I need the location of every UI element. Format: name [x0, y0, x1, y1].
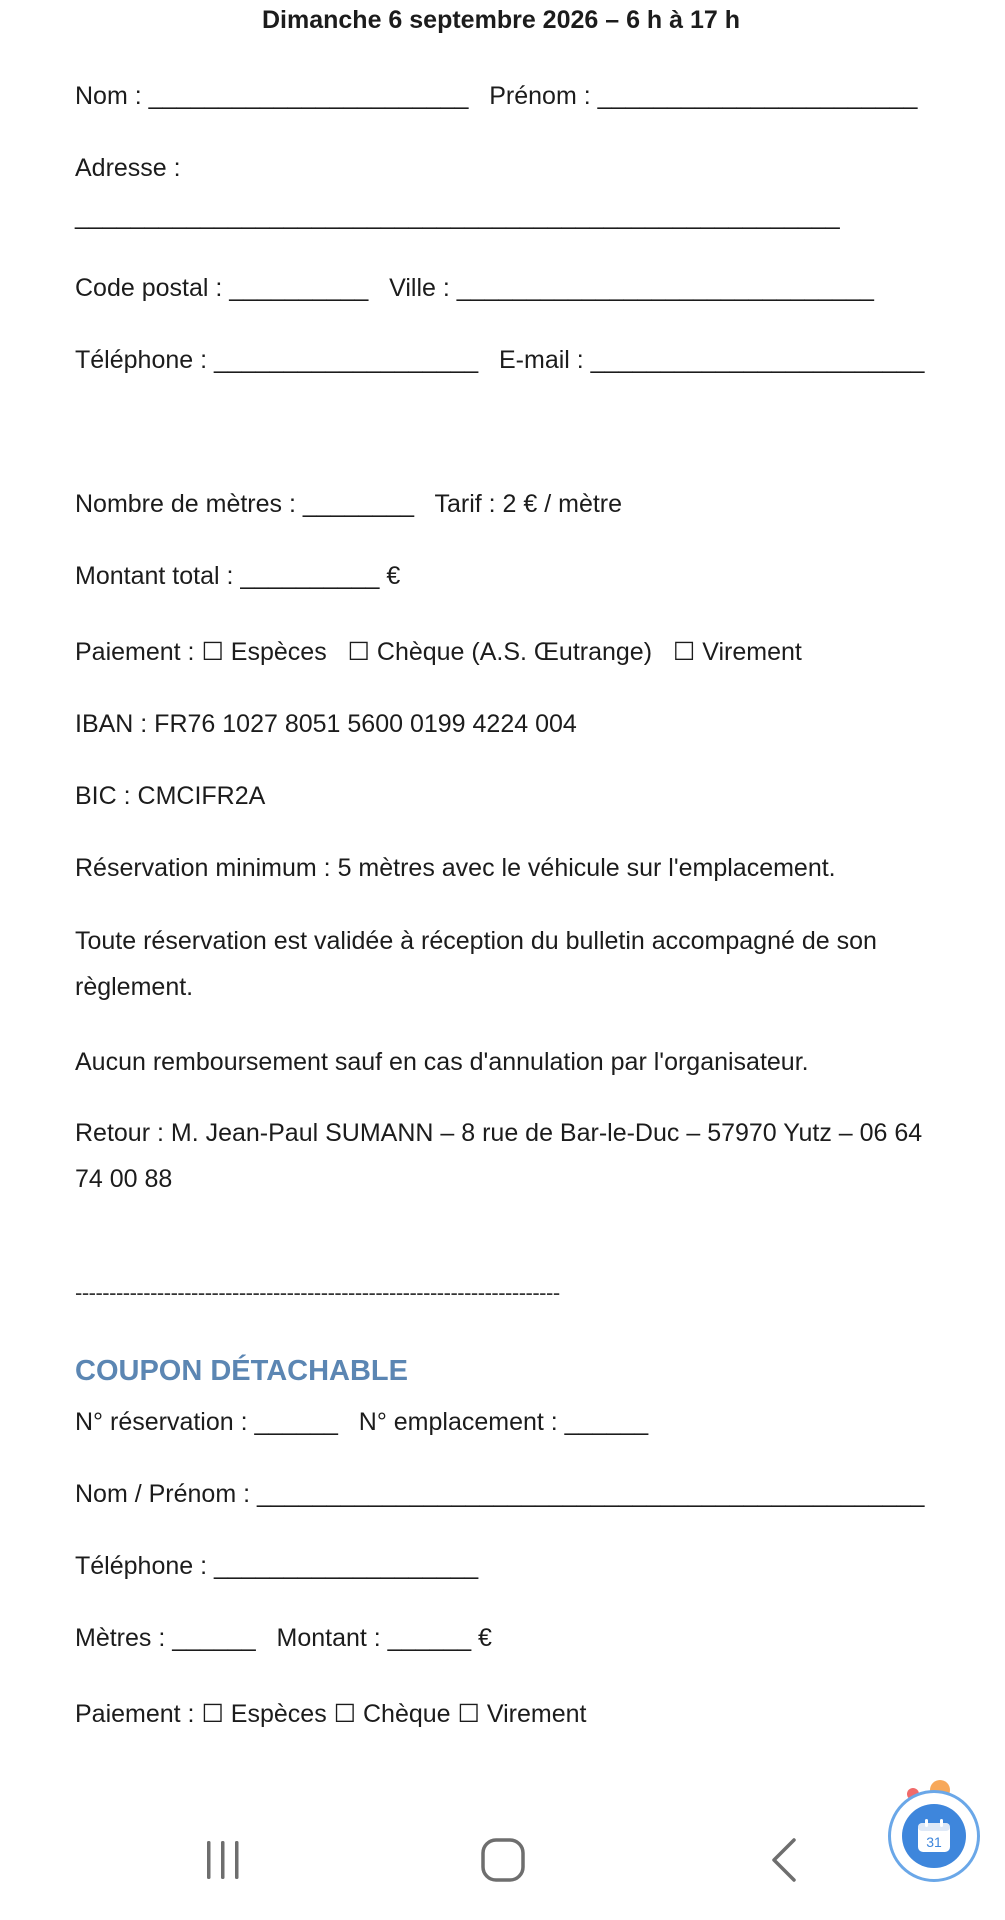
bic-line: BIC : CMCIFR2A: [75, 782, 266, 810]
total-amount-line: Montant total : __________ €: [75, 562, 401, 590]
payment-options-line: Paiement : ☐ Espèces ☐ Chèque (A.S. Œutrange) ☐ Virement: [75, 638, 802, 666]
back-button[interactable]: [740, 1830, 830, 1890]
address-underline: _______________________________________________________: [75, 202, 840, 230]
coupon-meters-amount-line: Mètres : ______ Montant : ______ €: [75, 1624, 492, 1652]
navigation-bar: [0, 1800, 1005, 1920]
postal-city-line: Code postal : __________ Ville : ______________________________: [75, 274, 874, 302]
address-label: Adresse :: [75, 154, 181, 182]
home-button[interactable]: [458, 1830, 548, 1890]
iban-line: IBAN : FR76 1027 8051 5600 0199 4224 004: [75, 710, 577, 738]
back-icon: [760, 1835, 810, 1885]
phone-email-line: Téléphone : ___________________ E-mail : ________________________: [75, 346, 925, 374]
return-address: Retour : M. Jean-Paul SUMANN – 8 rue de Bar-le-Duc – 57970 Yutz – 06 64 74 00 88: [75, 1119, 923, 1193]
validation-note: Toute réservation est validée à réception du bulletin accompagné de son règlement.: [75, 927, 877, 1001]
minimum-reservation-line: Réservation minimum : 5 mètres avec le véhicule sur l'emplacement.: [75, 854, 836, 882]
event-date-heading: Dimanche 6 septembre 2026 – 6 h à 17 h: [262, 6, 741, 34]
calendar-day-number: 31: [926, 1834, 942, 1850]
home-icon: [478, 1835, 528, 1885]
coupon-payment-line: Paiement : ☐ Espèces ☐ Chèque ☐ Virement: [75, 1700, 587, 1728]
meters-rate-line: Nombre de mètres : ________ Tarif : 2 € / mètre: [75, 490, 623, 518]
name-line: Nom : _______________________ Prénom : _______________________: [75, 82, 918, 110]
recent-apps-button[interactable]: [178, 1830, 268, 1890]
coupon-reservation-line: N° réservation : ______ N° emplacement : ______: [75, 1408, 649, 1436]
recent-apps-icon: [198, 1835, 248, 1885]
refund-note: Aucun remboursement sauf en cas d'annulation par l'organisateur.: [75, 1048, 809, 1076]
coupon-title: COUPON DÉTACHABLE: [75, 1355, 408, 1387]
coupon-name-line: Nom / Prénom : ________________________________________________: [75, 1480, 925, 1508]
cut-separator: -----------------------------------------------------------------------: [75, 1280, 560, 1305]
coupon-phone-line: Téléphone : ___________________: [75, 1552, 479, 1580]
